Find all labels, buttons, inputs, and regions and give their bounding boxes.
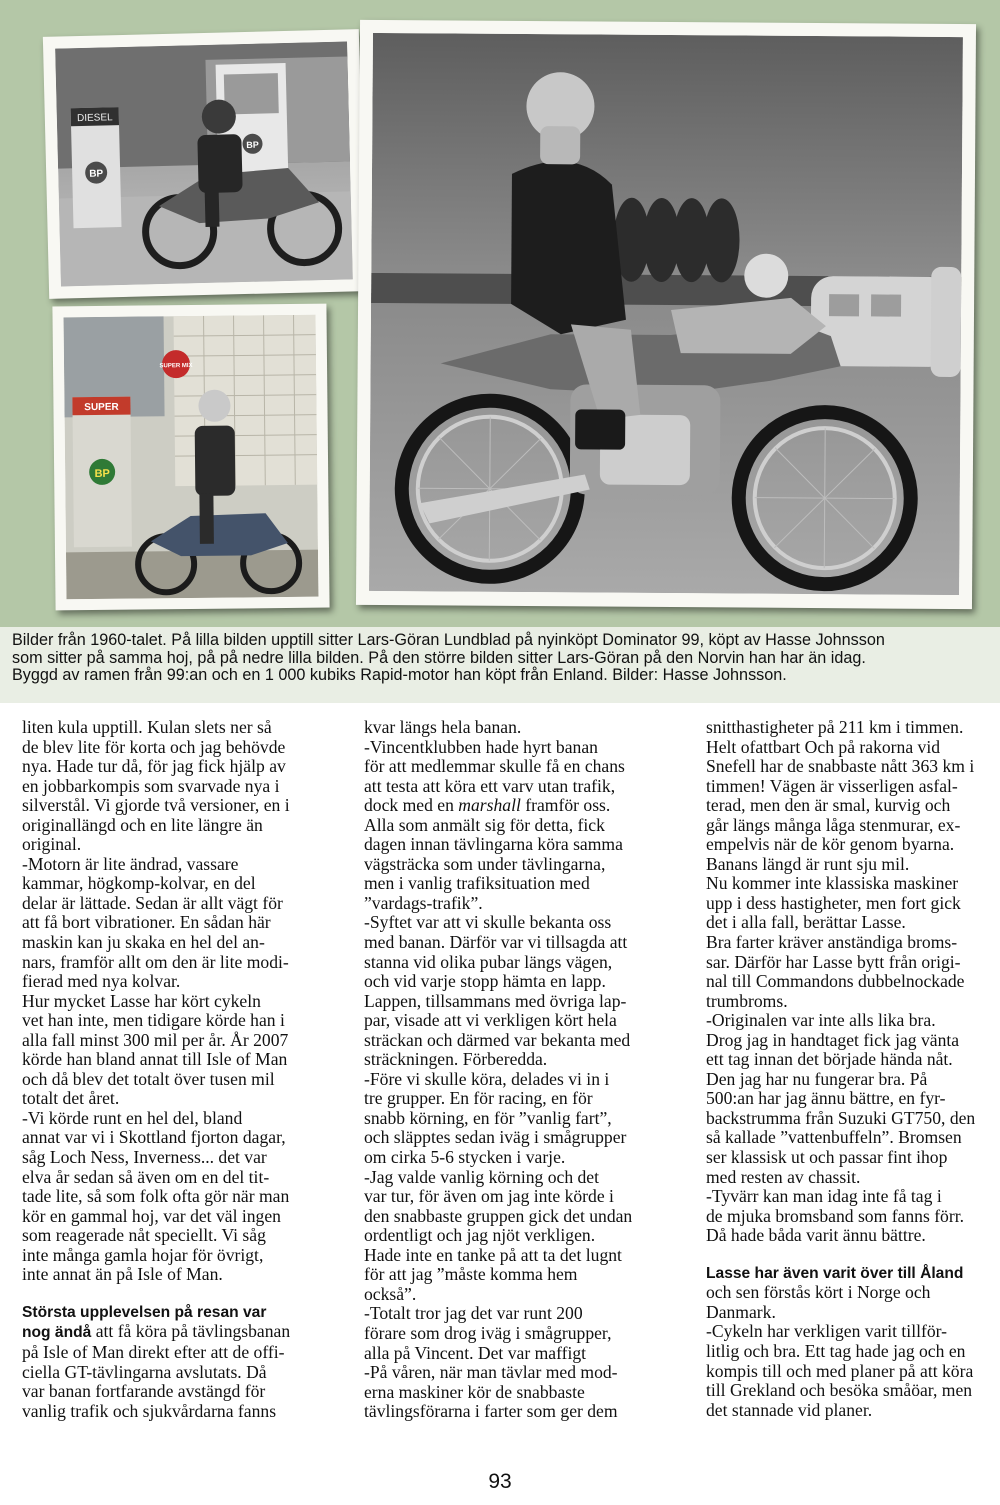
body-line: Snefell har de snabbaste nått 363 km i [706, 756, 975, 777]
body-line: delar är lättade. Sedan är allt vägt för [22, 892, 283, 913]
bp-badge-pump: BP [246, 139, 259, 150]
body-line: trumbroms. [706, 990, 788, 1011]
body-line: -Cykeln har verkligen varit tillför- [706, 1321, 947, 1342]
body-line: -Originalen var inte alls lika bra. [706, 1010, 936, 1031]
body-line: men i vanlig trafiksituation med [364, 873, 590, 894]
body-line: inte många gamla hojar för övrigt, [22, 1244, 264, 1265]
body-line: att få bort vibrationer. En sådan här [22, 912, 271, 933]
body-line: snabb körning, en för ”vanlig fart”, [364, 1107, 612, 1128]
body-line: dagen innan tävlingarna köra samma [364, 834, 623, 855]
italic-term: marshall [458, 795, 521, 816]
body-line: till Grekland och besöka småöar, men [706, 1380, 973, 1401]
photo-frame-top-left [43, 29, 365, 299]
body-line: så kallade ”vattenbuffeln”. Bromsen [706, 1127, 962, 1148]
body-line: för att medlemmar skulle få en chans [364, 756, 625, 777]
body-line: kammar, högkomp-kolvar, en del [22, 873, 256, 894]
photo-bottom-left [64, 315, 319, 600]
body-fragment: dock med en [364, 795, 459, 816]
body-line: originallängd och en lite längre än [22, 814, 263, 835]
body-line: -Totalt tror jag det var runt 200 [364, 1303, 583, 1324]
body-line: fierad med nya kolvar. [22, 971, 181, 992]
pump-label-diesel: DIESEL [76, 112, 113, 125]
body-line: att testa att köra ett varv utan trafik, [364, 775, 616, 796]
body-line: tre grupper. En för racing, en för [364, 1088, 593, 1109]
photo-top-left [55, 41, 353, 286]
body-line: ser klassisk ut och passar fint ihop [706, 1147, 948, 1168]
body-line: annat var vi i Skottland fjorton dagar, [22, 1127, 286, 1148]
body-line: och vid varje stopp hämta en lapp. [364, 971, 606, 992]
body-line: vet han inte, men tidigare körde han i [22, 1010, 285, 1031]
body-line: det i alla fall, berättar Lasse. [706, 912, 906, 933]
body-line: som reagerade nåt speciellt. Vi såg [22, 1225, 266, 1246]
body-line: Banans längd är runt sju mil. [706, 853, 910, 874]
body-line: vanlig trafik och sjukvårdarna fanns [22, 1400, 277, 1421]
body-line: nal till Commandons dubbelnockade [706, 971, 965, 992]
body-line: erna maskiner kör de snabbaste [364, 1381, 585, 1402]
body-line: också”. [364, 1283, 417, 1304]
body-line: på Isle of Man direkt efter att de offi- [22, 1341, 285, 1362]
bp-badge-left: BP [89, 168, 104, 180]
body-line: de blev lite för korta och jag behövde [22, 736, 286, 757]
body-line: -Vi körde runt en hel del, bland [22, 1107, 243, 1128]
caption-line: Bilder från 1960-talet. På lilla bilden upptill sitter Lars-Göran Lundblad på nyinköpt Dominator 99, köpt av Hasse Johnsson [12, 631, 885, 649]
body-line: de mjuka bromsband som fanns förr. [706, 1205, 964, 1226]
body-line: ett tag innan det började hända nåt. [706, 1049, 953, 1070]
body-line: 500:an har jag ännu bättre, en fyr- [706, 1088, 946, 1109]
body-line: nars, framför allt om den är lite modi- [22, 951, 289, 972]
body-line: och då blev det totalt över tusen mil [22, 1068, 275, 1089]
page-number: 93 [488, 1470, 512, 1493]
photo-frame-bottom-left [52, 304, 329, 611]
body-line: timmen! Vägen är visserligen asfal- [706, 775, 958, 796]
body-line: körde han bland annat till Isle of Man [22, 1049, 288, 1070]
bold-lead-fragment: nog ändå [22, 1324, 92, 1342]
body-line: vägsträcka som under tävlingarna, [364, 853, 606, 874]
body-line: -Före vi skulle köra, delades vi in i [364, 1068, 610, 1089]
body-line [22, 1322, 327, 1343]
photo-frame-main [356, 20, 976, 609]
body-line: den snabbaste gruppen gick det undan [364, 1205, 633, 1226]
caption-line: som sitter på samma hoj, på på nedre lilla bilden. På den större bilden sitter Lars-Göran på den Norvin han har än idag. [12, 648, 866, 667]
body-line: Nu kommer inte klassiska maskiner [706, 873, 959, 894]
body-line: Hade inte en tanke på att ta det lugnt [364, 1244, 622, 1265]
body-line: totalt det året. [22, 1088, 120, 1109]
body-line: för att jag ”måste komma hem [364, 1264, 578, 1285]
body-line: en jobbarkompis som svarvade nya i [22, 775, 280, 796]
body-line: det stannade vid planer. [706, 1399, 873, 1420]
body-line: Alla som anmält sig för detta, fick [364, 814, 605, 835]
body-line: silverstål. Vi gjorde två versioner, en i [22, 795, 290, 816]
body-fragment: att få köra på tävlingsbanan [91, 1321, 291, 1342]
body-line: par, visade att vi verkligen kört hela [364, 1010, 617, 1031]
body-line: -Syftet var att vi skulle bekanta oss [364, 912, 612, 933]
body-line: tade lite, så som folk ofta gör när man [22, 1186, 290, 1207]
body-line: sträckningen. Förberedda. [364, 1049, 548, 1070]
body-fragment: framför oss. [520, 795, 611, 816]
body-line: litlig och bra. Ett tag hade jag och en [706, 1340, 966, 1361]
body-line: Bra farter kräver anständiga broms- [706, 932, 958, 953]
bold-lead-line: Största upplevelsen på resan var [22, 1303, 267, 1321]
photo-main [369, 33, 963, 595]
pump-label-super: SUPER [84, 401, 119, 414]
body-line: empelvis när de kör genom byarna. [706, 834, 955, 855]
body-line: alla fall minst 300 mil per år. År 2007 [22, 1029, 289, 1050]
photo-caption [0, 627, 1000, 703]
body-line: elva år sedan så även om en del tit- [22, 1166, 270, 1187]
body-line: -På våren, när man tävlar med mod- [364, 1362, 618, 1383]
body-line: nya. Hade tur då, för jag fick hjälp av [22, 756, 286, 777]
body-line: inte annat än på Isle of Man. [22, 1264, 223, 1285]
body-line: går längs många låga stenmurar, ex- [706, 814, 961, 835]
body-line: sar. Därför har Lasse bytt från origi- [706, 951, 961, 972]
body-line: Hur mycket Lasse har kört cykeln [22, 990, 261, 1011]
body-line [364, 796, 669, 816]
body-line: backstrumma från Suzuki GT750, den [706, 1107, 976, 1128]
body-line: terad, men den är smal, kurvig och [706, 795, 951, 816]
photo-panel [0, 0, 1000, 627]
body-line: var tur, för även om jag inte körde i [364, 1186, 614, 1207]
body-line: och sen förstås kört i Norge och [706, 1282, 931, 1303]
body-line: -Tyvärr kan man idag inte få tag i [706, 1186, 942, 1207]
body-line: Den jag har nu fungerar bra. På [706, 1068, 928, 1089]
body-line: Lappen, tillsammans med övriga lap- [364, 990, 627, 1011]
body-line: ciella GT-tävlingarna avslutats. Då [22, 1361, 267, 1382]
body-line: såg Loch Ness, Inverness... det var [22, 1147, 267, 1168]
body-line: ordentligt och jag njöt verkligen. [364, 1225, 596, 1246]
body-line: var banan fortfarande avstängd för [22, 1381, 266, 1402]
bp-badge: BP [94, 467, 110, 481]
text-column-2 [364, 718, 669, 1422]
body-line: Danmark. [706, 1301, 776, 1322]
body-line: -Vincentklubben hade hyrt banan [364, 736, 598, 757]
body-line: liten kula upptill. Kulan slets ner så [22, 717, 272, 737]
body-line: tävlingsförarna i farter som ger dem [364, 1401, 618, 1422]
body-line: alla på Vincent. Det var maffigt [364, 1342, 587, 1363]
body-line: stanna vid olika pubar längs vägen, [364, 951, 613, 972]
body-line: sträckan och därmed var bekanta med [364, 1029, 631, 1050]
body-line: kör en gammal hoj, var det väl ingen [22, 1205, 281, 1226]
body-line: upp i dess hastigheter, men fort gick [706, 892, 961, 913]
body-line: förare som drog iväg i smågrupper, [364, 1322, 612, 1343]
body-line: kompis till och med planer på att köra [706, 1360, 974, 1381]
body-line: snitthastigheter på 211 km i timmen. [706, 717, 964, 737]
body-line: -Motorn är lite ändrad, vassare [22, 853, 239, 874]
body-line: om cirka 5-6 stycken i varje. [364, 1147, 566, 1168]
body-line: Då hade båda varit ännu bättre. [706, 1225, 926, 1246]
body-line: med resten av chassit. [706, 1166, 861, 1187]
body-line: maskin kan ju skaka en hel del an- [22, 932, 265, 953]
caption-line: Byggd av ramen från 99:an och en 1 000 kubiks Rapid-motor han köpt från Enland. Bilder: Hasse Johnsson. [12, 666, 787, 685]
body-line: -Jag valde vanlig körning och det [364, 1166, 600, 1187]
body-line: kvar längs hela banan. [364, 717, 522, 737]
text-column-1 [22, 718, 327, 1421]
body-line: original. [22, 834, 82, 855]
body-line: Helt ofattbart Och på rakorna vid [706, 736, 941, 757]
body-line: Drog jag in handtaget fick jag vänta [706, 1029, 960, 1050]
text-column-3 [706, 718, 1000, 1420]
body-line: ”vardags-trafik”. [364, 892, 483, 913]
body-line: och släpptes sedan iväg i smågrupper [364, 1127, 627, 1148]
body-line: med banan. Därför var vi tillsagda att [364, 932, 628, 953]
supermix-sign: SUPER MIX [159, 362, 193, 370]
section-heading: Lasse har även varit över till Åland [706, 1264, 964, 1282]
